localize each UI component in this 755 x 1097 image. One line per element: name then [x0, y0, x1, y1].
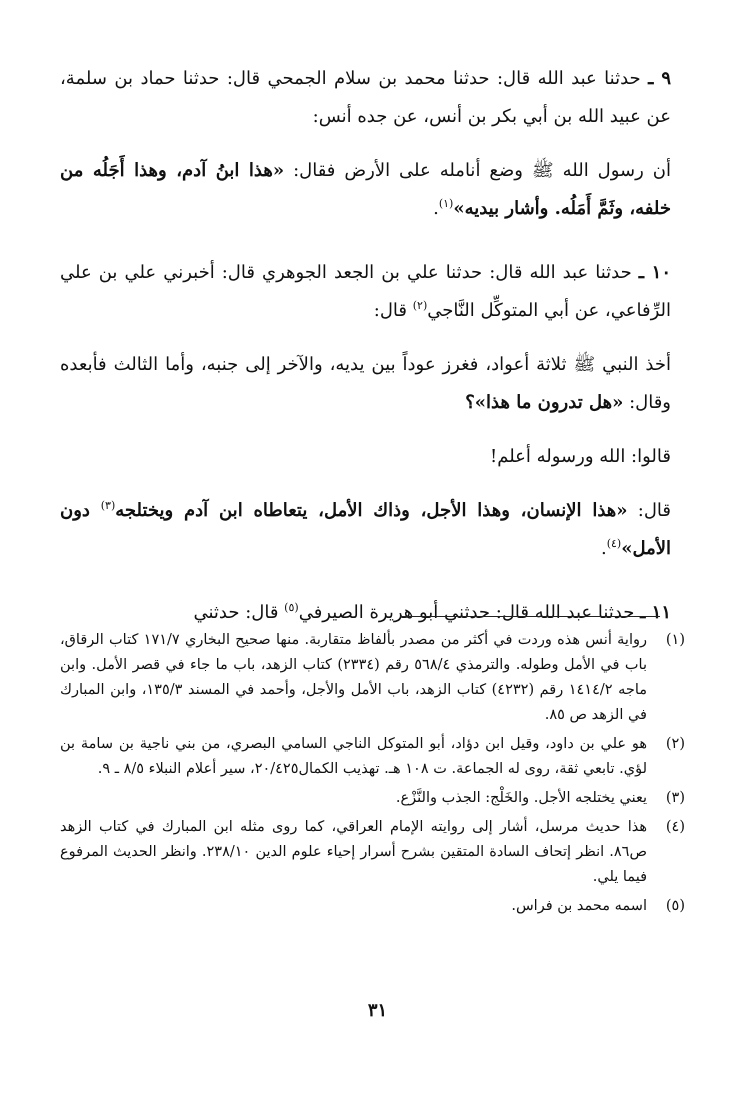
footnote-text: هذا حديث مرسل، أشار إلى روايته الإمام العراقي، كما روى مثله ابن المبارك في كتاب الزهد ص٨٦. انظر إتحاف السادة المتقين بشرح أسرار إحياء علوم الدين ٢٣٨/١٠. وانظر الحديث المرفوع فيما يلي. [60, 819, 647, 885]
main-text [60, 60, 685, 632]
footnote-item [60, 894, 685, 919]
footnote-ref: (٤) [606, 537, 622, 550]
hadith-10-answer: قالوا: الله ورسوله أعلم! [489, 446, 671, 467]
hadith-10-chain: ١٠ ـ حدثنا عبد الله قال: حدثنا علي بن الجعد الجوهري قال: أخبرني علي بن علي الرِّفاعي، عن أبي المتوكِّل النَّاجي$^{(٢)}$ قال: [60, 262, 671, 321]
footnote-ref: (٥) [284, 601, 299, 614]
footnotes [60, 628, 685, 923]
footnote-item [60, 732, 685, 782]
hadith-9-chain: ٩ ـ حدثنا عبد الله قال: حدثنا محمد بن سلام الجمحي قال: حدثنا حماد بن سلمة، عن عبيد الله بن أبي بكر بن أنس، عن جده أنس: [60, 68, 671, 127]
footnote-divider [400, 616, 660, 617]
footnote-number: (٢) [665, 736, 685, 752]
footnote-number: (١) [665, 632, 685, 648]
page-number: ٣١ [367, 1000, 388, 1021]
footnote-ref: (٢) [412, 299, 428, 312]
footnote-ref: (١) [438, 197, 454, 210]
footnote-ref: (٣) [100, 499, 116, 512]
hadith-number: ٩ ـ [648, 68, 671, 89]
hadith-11-chain: ١١ ـ حدثنا عبد الله قال: حدثني أبو هريرة الصيرفي$^{(٥)}$ قال: حدثني [193, 601, 671, 623]
hadith-9-text: أن رسول الله ﷺ وضع أنامله على الأرض فقال: «هذا ابنُ آدم، وهذا أَجَلُه من خلفه، وثَمَّ أَمَلُه. وأشار بيديه»$^{(١)}$. [60, 160, 671, 219]
footnote-number: (٣) [665, 790, 685, 806]
footnote-item [60, 628, 685, 728]
footnote-text: هو علي بن داود، وقيل ابن دؤاد، أبو المتوكل الناجي السامي البصري، من بني ناجية بن سامة بن لؤي. تابعي ثقة، روى له الجماعة. ت ١٠٨ هـ. تهذيب الكمال٢٠/٤٢٥، سير أعلام النبلاء ٨/٥ ـ ٩. [60, 736, 647, 777]
footnote-number: (٤) [665, 819, 685, 835]
footnote-item [60, 786, 685, 811]
hadith-number: ١٠ ـ [638, 262, 671, 283]
footnote-text: رواية أنس هذه وردت في أكثر من مصدر بألفاظ متقاربة. منها صحيح البخاري ١٧١/٧ كتاب الرقاق، باب في الأمل وطوله. والترمذي ٥٦٨/٤ رقم (٢٣٣٤) كتاب الزهد، باب ما جاء في قصر الأمل. وابن ماجه ١٤١٤/٢ رقم (٤٢٣٢) كتاب الزهد، باب الأمل والأجل، وأحمد في المسند ١٣٥/٣، وابن المبارك في الزهد ص ٨٥. [60, 632, 647, 723]
hadith-10-text: أخذ النبي ﷺ ثلاثة أعواد، فغرز عوداً بين يديه، والآخر إلى جنبه، وأما الثالث فأبعده وقال: «هل تدرون ما هذا»؟ [60, 354, 671, 413]
footnote-item [60, 815, 685, 890]
hadith-number: ١١ ـ [640, 602, 671, 623]
footnote-number: (٥) [665, 898, 685, 914]
footnote-text: يعني يختلجه الأجل. والخَلْج: الجذب والنَّزْع. [395, 790, 647, 806]
footnote-text: اسمه محمد بن فراس. [511, 898, 647, 914]
hadith-10-saying: قال: «هذا الإنسان، وهذا الأجل، وذاك الأمل، يتعاطاه ابن آدم ويختلجه$^{(٣)}$ دون الأمل»$^{(٤)}$. [60, 499, 671, 559]
